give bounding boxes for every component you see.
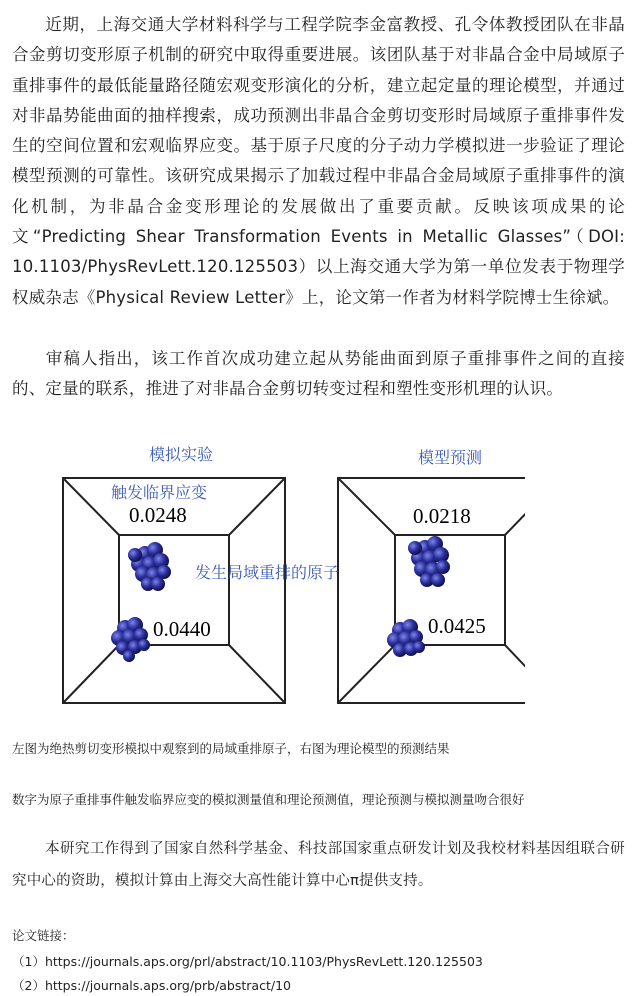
figure-caption-2: 数字为原子重排事件触发临界应变的模拟测量值和理论预测值，理论预测与模拟测量吻合很好 xyxy=(12,792,525,807)
article-paragraph-2 xyxy=(12,344,625,405)
simulation-vs-prediction-figure xyxy=(55,440,525,720)
left-top-strain-value: 0.0248 xyxy=(129,503,187,527)
rearranged-atoms-label: 发生局域重排的原子 xyxy=(195,563,340,582)
right-bottom-strain-value: 0.0425 xyxy=(428,614,486,638)
left-figure-title: 模拟实验 xyxy=(148,445,214,464)
article-paragraph-3 xyxy=(12,833,625,897)
right-figure-title: 模型预测 xyxy=(417,448,483,467)
paper-link-2[interactable]: （2）https://journals.aps.org/prb/abstract/10 xyxy=(12,978,291,993)
right-top-strain-value: 0.0218 xyxy=(413,504,471,528)
article-paragraph-1 xyxy=(12,10,625,313)
paragraph-1-text: 近期，上海交通大学材料科学与工程学院李金富教授、孔令体教授团队在非晶合金剪切变形原子机制的研究中取得重要进展。该团队基于对非晶合金中局域原子重排事件的最低能量路径随宏观变形演化的分析，建立起定量的理论模型，并通过对非晶势能曲面的抽样搜索，成功预测出非晶合金剪切变形时局域原子重排事件发生的空间位置和宏观临界应变。基于原子尺度的分子动力学模拟进一步验证了理论模型预测的可靠性。该研究成果揭示了加载过程中非晶合金局域原子重排事件的演化机制，为非晶合金变形理论的发展做出了重要贡献。反映该项成果的论文“Predicting Shear Transformation Events in Metallic Glasses”（DOI: 10.1103/PhysRevLett.120.125503）以上海交通大学为第一单位发表于物理学权威杂志《Physical Review Letter》上，论文第一作者为材料学院博士生徐斌。 xyxy=(12,15,625,307)
figure-caption-1: 左图为绝热剪切变形模拟中观察到的局域重排原子，右图为理论模型的预测结果 xyxy=(12,741,450,756)
paper-links-title: 论文链接： xyxy=(12,928,75,943)
paragraph-2-text: 审稿人指出，该工作首次成功建立起从势能曲面到原子重排事件之间的直接的、定量的联系，推进了对非晶合金剪切转变过程和塑性变形机理的认识。 xyxy=(12,349,625,399)
paragraph-3-text: 本研究工作得到了国家自然科学基金、科技部国家重点研发计划及我校材料基因组联合研究中心的资助，模拟计算由上海交大高性能计算中心π提供支持。 xyxy=(12,841,625,889)
left-bottom-strain-value: 0.0440 xyxy=(153,617,211,641)
critical-strain-label: 触发临界应变 xyxy=(111,483,208,502)
paper-link-1[interactable]: （1）https://journals.aps.org/prl/abstract/10.1103/PhysRevLett.120.125503 xyxy=(12,954,483,969)
